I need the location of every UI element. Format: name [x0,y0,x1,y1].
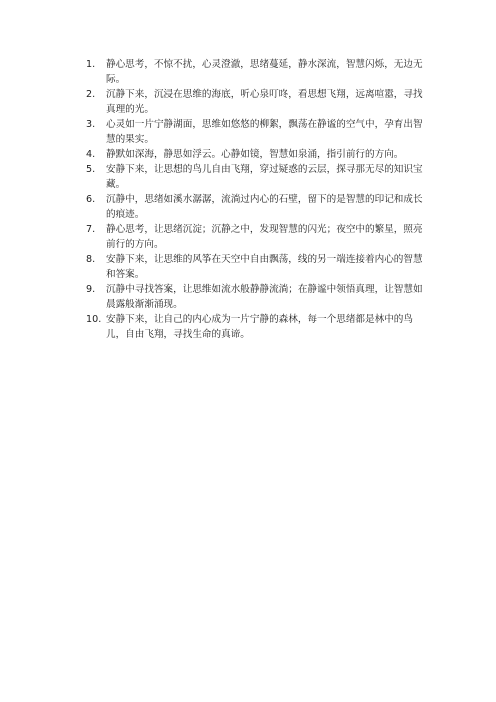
list-item [86,57,426,87]
numbered-list [86,57,426,342]
list-item [86,312,426,342]
list-text: 安静下来，让思想的鸟儿自由飞翔，穿过疑惑的云层，探寻那无尽的知识宝藏。 [106,164,423,190]
list-text: 静默如深海，静思如浮云。心静如镜，智慧如泉涌，指引前行的方向。 [106,149,404,160]
list-number: 5. [86,164,96,175]
list-text: 静心思考，不惊不扰，心灵澄澈，思绪蔓延，静水深流，智慧闪烁，无边无际。 [106,59,423,85]
list-text: 安静下来，让思维的风筝在天空中自由飘荡，线的另一端连接着内心的智慧和答案。 [106,254,423,280]
list-text: 沉静中，思绪如溪水潺潺，流淌过内心的石壁，留下的是智慧的印记和成长的痕迹。 [106,194,423,220]
list-number: 2. [86,89,96,100]
list-item [86,222,426,252]
list-number: 6. [86,194,96,205]
list-item [86,252,426,282]
list-text: 沉静下来，沉浸在思维的海底，听心泉叮咚，看思想飞翔，远离喧嚣，寻找真理的光。 [106,89,423,115]
list-text: 静心思考，让思绪沉淀；沉静之中，发现智慧的闪光；夜空中的繁星，照亮前行的方向。 [106,224,423,250]
list-item [86,192,426,222]
list-item [86,162,426,192]
list-number: 4. [86,149,96,160]
list-number: 8. [86,254,96,265]
list-item [86,282,426,312]
list-text: 心灵如一片宁静湖面，思维如悠悠的柳絮，飘荡在静谧的空气中，孕育出智慧的果实。 [106,119,423,145]
list-item [86,147,426,162]
list-number: 1. [86,59,96,70]
list-text: 沉静中寻找答案，让思维如流水般静静流淌；在静谧中领悟真理，让智慧如晨露般渐渐涌现。 [106,284,423,310]
list-number: 7. [86,224,96,235]
list-text: 安静下来，让自己的内心成为一片宁静的森林，每一个思绪都是林中的鸟儿，自由飞翔，寻找生命的真谛。 [106,314,413,340]
list-number: 9. [86,284,96,295]
list-item [86,117,426,147]
list-item [86,87,426,117]
list-number: 10. [86,314,102,325]
list-number: 3. [86,119,96,130]
